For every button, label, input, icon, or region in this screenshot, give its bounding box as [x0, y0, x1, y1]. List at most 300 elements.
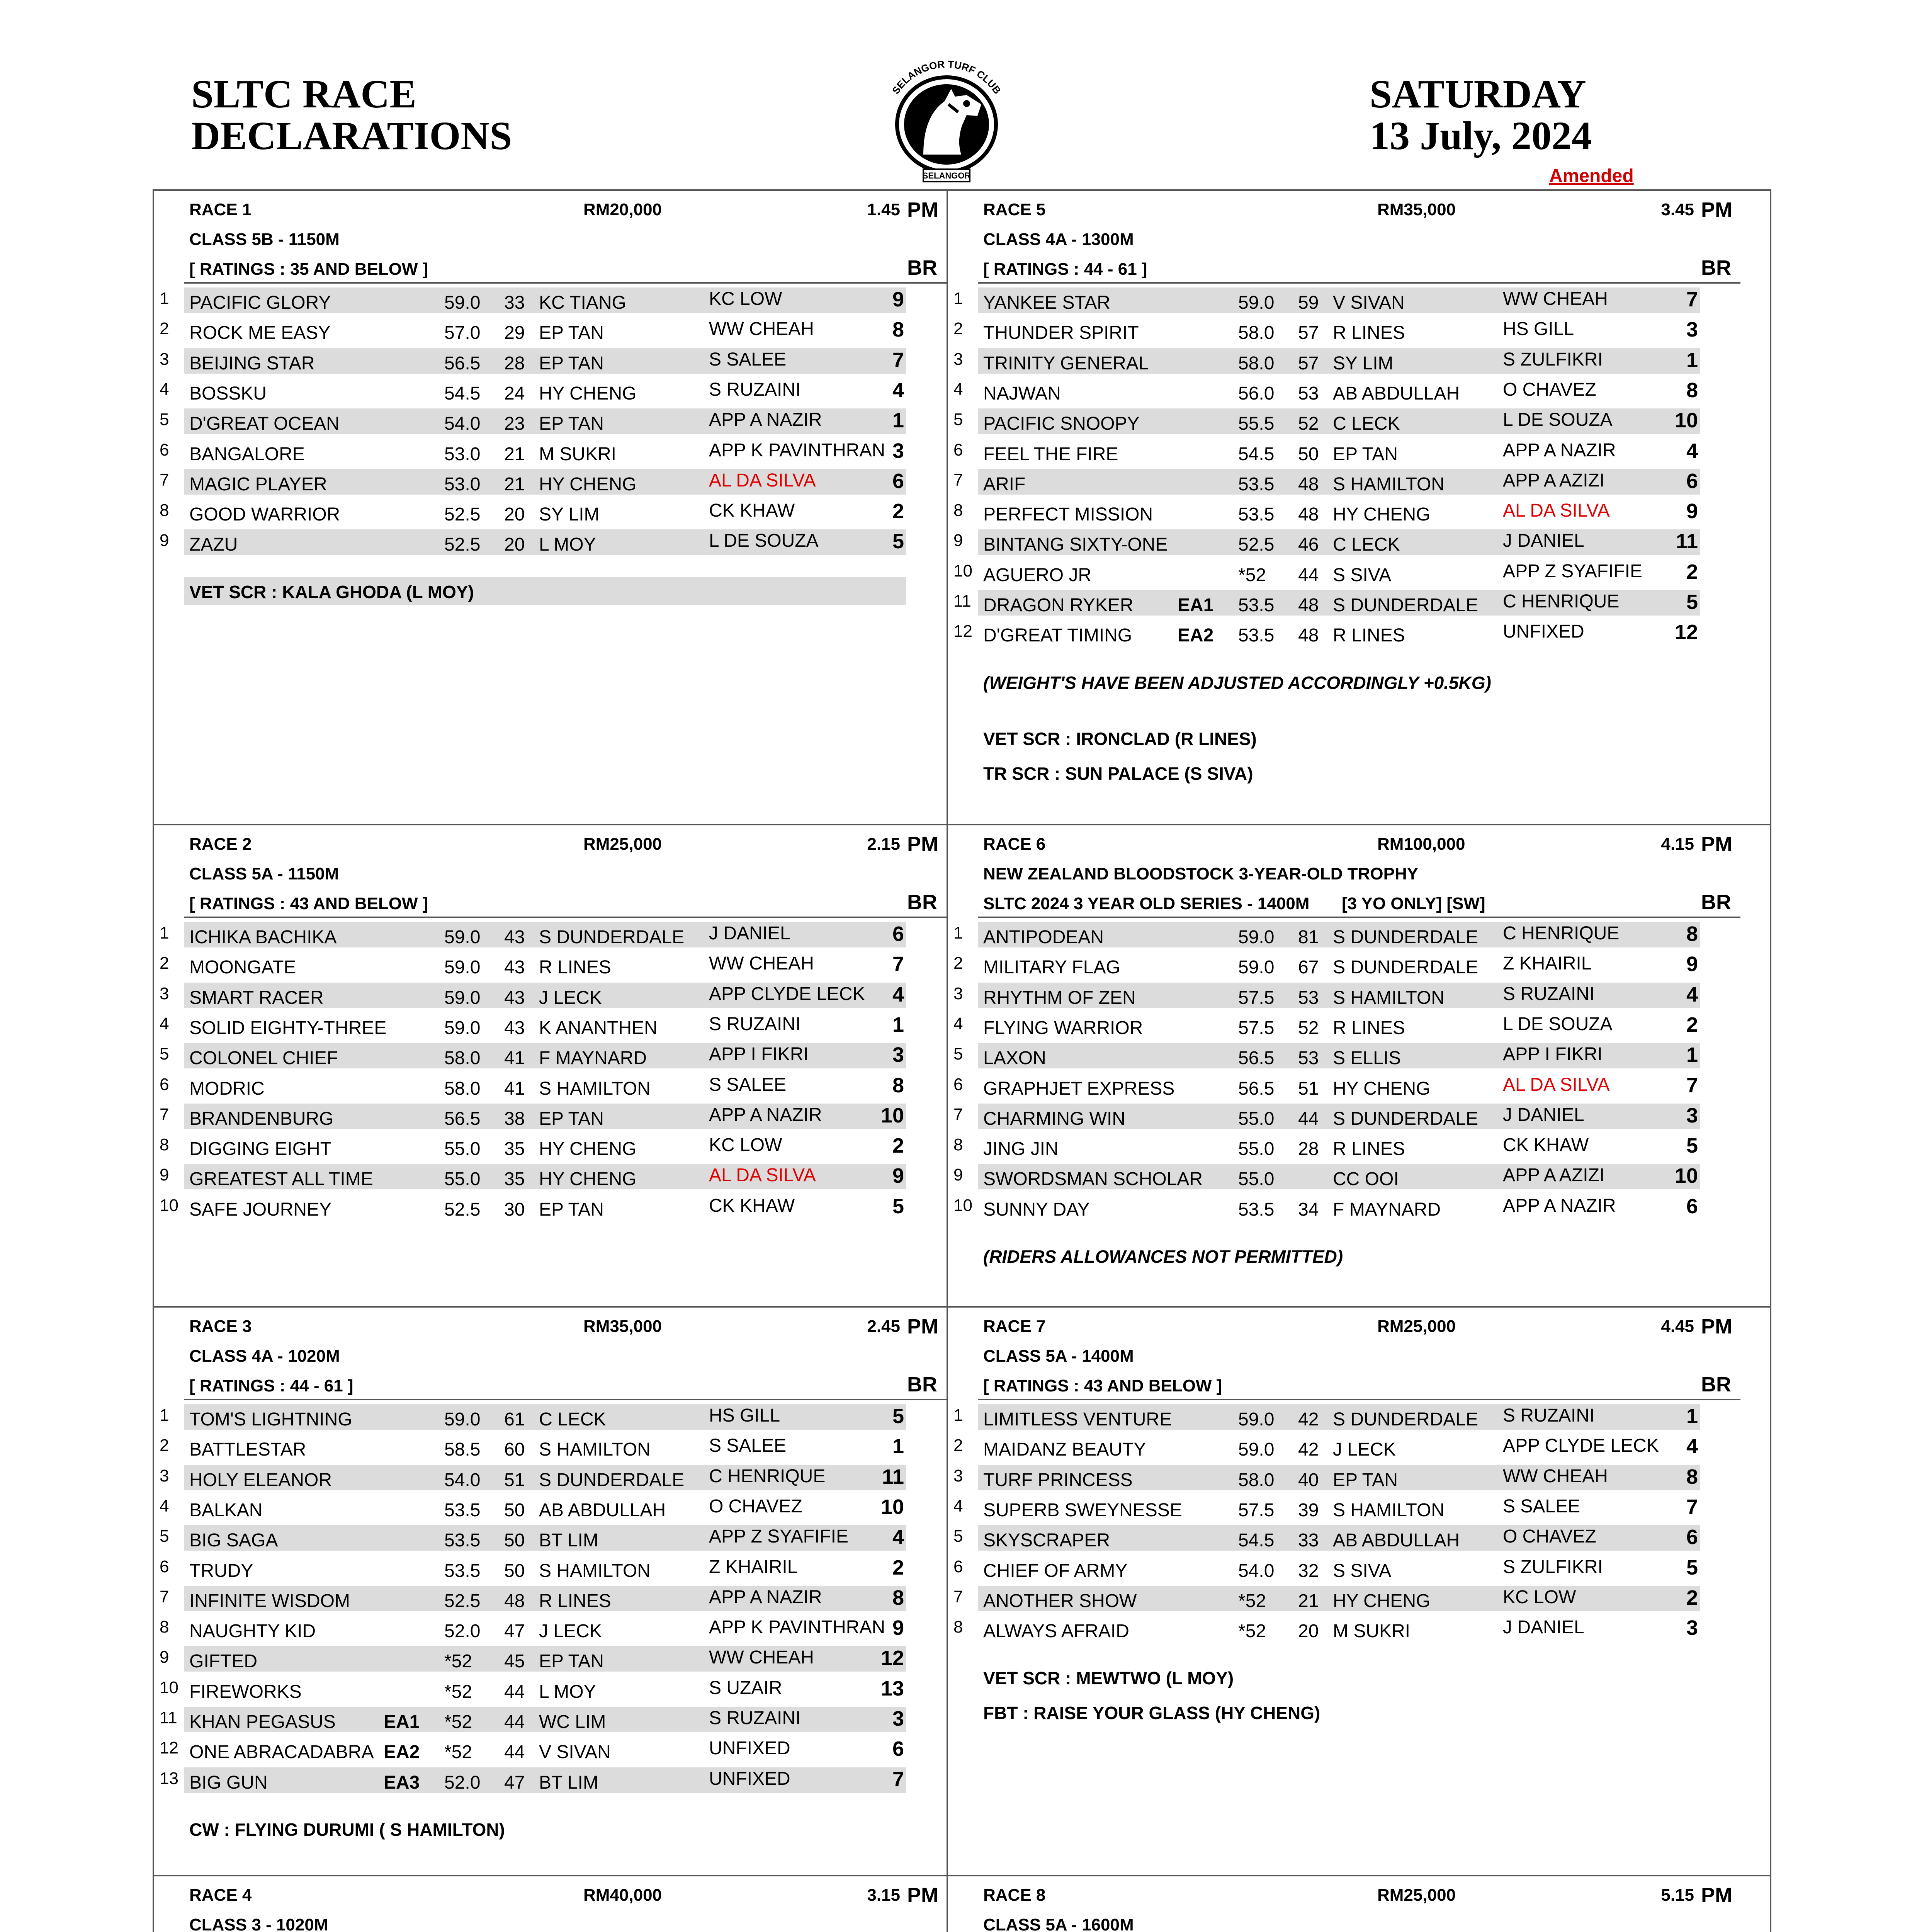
- handicap-weight: *52: [444, 1651, 472, 1672]
- race-ratings: [ RATINGS : 44 - 61 ]: [983, 260, 1147, 279]
- barrier-draw: 6: [1686, 1194, 1698, 1218]
- runner-number: 2: [953, 954, 963, 973]
- handicap-weight: 59.0: [1238, 927, 1275, 947]
- horse-name: BANGALORE: [189, 444, 305, 464]
- runner-row: [947, 619, 1740, 646]
- horse-rating: 33: [504, 293, 525, 313]
- horse-name: BIG SAGA: [189, 1530, 278, 1551]
- horse-name: BOSSKU: [189, 383, 267, 404]
- race-prize: RM20,000: [583, 200, 662, 219]
- race-note: VET SCR : IRONCLAD (R LINES): [983, 728, 1257, 749]
- horse-rating: 48: [504, 1590, 525, 1611]
- race-time-pm: PM: [1701, 1884, 1732, 1907]
- horse-rating: 21: [1298, 1590, 1319, 1611]
- horse-rating: 41: [504, 1078, 525, 1099]
- trainer-name: APP A NAZIR: [709, 410, 822, 430]
- runner-number: 3: [953, 1466, 963, 1485]
- runner-number: 1: [160, 289, 169, 308]
- handicap-weight: 59.0: [444, 957, 481, 978]
- race-prize: RM100,000: [1377, 835, 1465, 854]
- horse-name: RHYTHM OF ZEN: [983, 987, 1136, 1008]
- horse-name: SAFE JOURNEY: [189, 1199, 332, 1220]
- jockey-name: C LECK: [1333, 534, 1400, 555]
- horse-name: GREATEST ALL TIME: [189, 1169, 373, 1190]
- race-prize: RM35,000: [1377, 200, 1456, 219]
- race-time-pm: PM: [1701, 198, 1732, 221]
- horse-rating: 43: [504, 957, 525, 978]
- horse-name: HOLY ELEANOR: [189, 1469, 332, 1490]
- runner-row: [153, 1735, 947, 1763]
- horse-rating: 30: [504, 1199, 525, 1220]
- runner-row: [153, 377, 947, 405]
- runner-row: [947, 377, 1740, 405]
- jockey-name: J LECK: [1333, 1439, 1396, 1460]
- horse-name: ANTIPODEAN: [983, 927, 1104, 947]
- handicap-weight: 59.0: [444, 927, 481, 947]
- runner-number: 5: [953, 410, 963, 429]
- jockey-name: S SIVA: [1333, 1560, 1392, 1581]
- runner-row: [153, 920, 947, 948]
- race-restriction: [3 YO ONLY] [SW]: [1342, 894, 1485, 913]
- handicap-weight: 52.0: [444, 1621, 481, 1642]
- horse-rating: 48: [1298, 504, 1319, 525]
- barrier-draw: 8: [1686, 922, 1698, 946]
- jockey-name: S HAMILTON: [539, 1439, 651, 1460]
- handicap-weight: 55.0: [1238, 1169, 1275, 1190]
- race-number: RACE 5: [983, 200, 1046, 219]
- barrier-header: BR: [1701, 891, 1731, 914]
- horse-rating: 59: [1298, 293, 1319, 313]
- runner-number: 13: [160, 1769, 178, 1788]
- horse-name: TRINITY GENERAL: [983, 353, 1149, 374]
- jockey-name: V SIVAN: [539, 1742, 611, 1763]
- horse-name: BRANDENBURG: [189, 1108, 334, 1129]
- runner-number: 6: [953, 1075, 963, 1094]
- runner-row: [153, 528, 947, 556]
- trainer-name: AL DA SILVA: [709, 470, 816, 491]
- horse-rating: 48: [1298, 595, 1319, 616]
- horse-name: ANOTHER SHOW: [983, 1590, 1137, 1611]
- trainer-name: AL DA SILVA: [1503, 500, 1610, 521]
- race-time-pm: PM: [907, 198, 938, 221]
- runner-number: 12: [953, 622, 972, 641]
- handicap-weight: 56.5: [1238, 1078, 1275, 1099]
- jockey-name: HY CHENG: [1333, 1078, 1431, 1099]
- runner-row: [153, 1614, 947, 1642]
- runner-row: [153, 1645, 947, 1672]
- runner-number: 5: [953, 1527, 963, 1546]
- jockey-name: M SUKRI: [539, 444, 617, 464]
- race-time: 4.45: [1661, 1317, 1694, 1336]
- jockey-name: S HAMILTON: [539, 1560, 651, 1581]
- runner-number: 6: [953, 1557, 963, 1576]
- horse-name: BEIJING STAR: [189, 353, 315, 374]
- emergency-acceptor: EA1: [384, 1712, 420, 1732]
- barrier-draw: 6: [892, 1737, 904, 1761]
- barrier-draw: 5: [892, 1194, 904, 1218]
- horse-rating: 53: [1298, 383, 1319, 404]
- race-note: VET SCR : MEWTWO (L MOY): [983, 1668, 1234, 1689]
- horse-name: SUNNY DAY: [983, 1199, 1090, 1220]
- horse-name: CHARMING WIN: [983, 1108, 1125, 1129]
- trainer-name: S RUZAINI: [709, 1014, 801, 1034]
- horse-name: PERFECT MISSION: [983, 504, 1153, 525]
- jockey-name: AB ABDULLAH: [539, 1500, 666, 1520]
- horse-rating: 61: [504, 1409, 525, 1430]
- trainer-name: AL DA SILVA: [709, 1165, 816, 1186]
- jockey-name: S DUNDERDALE: [539, 927, 685, 947]
- jockey-name: R LINES: [1333, 625, 1405, 646]
- race-class: CLASS 3 - 1020M: [189, 1915, 328, 1932]
- horse-name: SWORDSMAN SCHOLAR: [983, 1169, 1203, 1190]
- header-underline: [184, 1399, 947, 1400]
- runner-row: [947, 1102, 1740, 1130]
- horse-rating: 53: [1298, 1048, 1319, 1069]
- trainer-name: HS GILL: [1503, 319, 1574, 340]
- barrier-draw: 5: [892, 1405, 904, 1428]
- horse-name: AGUERO JR: [983, 565, 1092, 585]
- horse-rating: 44: [504, 1681, 525, 1702]
- logo-arc-text: SELANGOR TURF CLUB: [890, 58, 1003, 96]
- trainer-name: APP A NAZIR: [709, 1104, 822, 1125]
- horse-rating: 21: [504, 474, 525, 495]
- barrier-draw: 4: [892, 983, 904, 1006]
- jockey-name: S DUNDERDALE: [1333, 927, 1479, 947]
- emergency-acceptor: EA2: [384, 1742, 420, 1763]
- handicap-weight: 59.0: [444, 293, 481, 313]
- barrier-draw: 8: [892, 1073, 904, 1097]
- title-line-1: SLTC RACE: [191, 72, 416, 116]
- race-class: CLASS 5A - 1150M: [189, 864, 339, 883]
- jockey-name: S DUNDERDALE: [1333, 957, 1479, 978]
- runner-number: 4: [953, 1014, 963, 1033]
- jockey-name: SY LIM: [1333, 353, 1394, 374]
- handicap-weight: 53.5: [1238, 595, 1275, 616]
- runner-number: 3: [953, 349, 963, 369]
- handicap-weight: 53.5: [1238, 625, 1275, 646]
- race-date: [1370, 73, 1592, 157]
- trainer-name: CK KHAW: [709, 500, 795, 521]
- runner-number: 2: [953, 1436, 963, 1455]
- handicap-weight: *52: [444, 1712, 472, 1732]
- trainer-name: S SALEE: [1503, 1496, 1581, 1517]
- barrier-draw: 4: [892, 1526, 904, 1549]
- horse-rating: 50: [504, 1530, 525, 1551]
- horse-rating: 52: [1298, 1017, 1319, 1038]
- race-time: 3.15: [867, 1886, 900, 1905]
- runner-row: [153, 1554, 947, 1582]
- runner-number: 11: [160, 1708, 177, 1727]
- horse-rating: 67: [1298, 957, 1319, 978]
- horse-rating: 34: [1298, 1199, 1319, 1220]
- trainer-name: S SALEE: [709, 349, 787, 370]
- jockey-name: J LECK: [539, 1621, 602, 1642]
- runner-row: [947, 1072, 1740, 1100]
- trainer-name: APP CLYDE LECK: [709, 983, 865, 1004]
- amended-label: Amended: [1549, 166, 1634, 186]
- jockey-name: S ELLIS: [1333, 1048, 1401, 1069]
- barrier-draw: 2: [1686, 1586, 1698, 1609]
- runner-row: [153, 1705, 947, 1733]
- horse-rating: 29: [504, 323, 525, 344]
- horse-name: CHIEF OF ARMY: [983, 1560, 1128, 1581]
- barrier-draw: 9: [892, 1616, 904, 1640]
- race-time-pm: PM: [1701, 833, 1732, 856]
- runner-row: [153, 1493, 947, 1521]
- runner-number: 3: [160, 1466, 169, 1485]
- runner-row: [153, 1011, 947, 1039]
- trainer-name: O CHAVEZ: [709, 1496, 802, 1517]
- runner-number: 9: [160, 1648, 169, 1667]
- race-ratings: SLTC 2024 3 YEAR OLD SERIES - 1400M: [983, 894, 1310, 913]
- runner-number: 5: [160, 1527, 169, 1546]
- runner-number: 3: [953, 984, 963, 1003]
- runner-row: [153, 286, 947, 314]
- handicap-weight: 57.5: [1238, 1500, 1275, 1520]
- handicap-weight: 56.5: [1238, 1048, 1275, 1069]
- runner-number: 2: [160, 1436, 169, 1455]
- trainer-name: WW CHEAH: [1503, 1466, 1608, 1486]
- runner-number: 7: [160, 1105, 169, 1124]
- barrier-draw: 10: [880, 1495, 904, 1519]
- barrier-draw: 7: [1686, 1073, 1698, 1097]
- horse-rating: 23: [504, 413, 525, 434]
- horse-rating: 41: [504, 1048, 525, 1069]
- jockey-name: HY CHENG: [539, 383, 637, 404]
- runner-number: 12: [160, 1738, 178, 1758]
- trainer-name: CK KHAW: [709, 1195, 795, 1216]
- jockey-name: HY CHENG: [539, 1139, 637, 1160]
- handicap-weight: 54.5: [1238, 444, 1275, 464]
- horse-name: BATTLESTAR: [189, 1439, 306, 1460]
- runner-row: [947, 920, 1740, 948]
- horse-name: GIFTED: [189, 1651, 257, 1672]
- jockey-name: EP TAN: [1333, 1469, 1398, 1490]
- runner-number: 8: [953, 1135, 963, 1155]
- trainer-name: J DANIEL: [1503, 531, 1584, 551]
- horse-rating: 51: [504, 1469, 525, 1490]
- selangor-turf-club-logo: [865, 58, 1028, 185]
- horse-rating: 33: [1298, 1530, 1319, 1551]
- jockey-name: HY CHENG: [539, 1169, 637, 1190]
- horse-rating: 40: [1298, 1469, 1319, 1490]
- trainer-name: APP I FIKRI: [709, 1044, 809, 1065]
- jockey-name: CC OOI: [1333, 1169, 1399, 1190]
- barrier-draw: 1: [1686, 348, 1698, 372]
- race-note: FBT : RAISE YOUR GLASS (HY CHENG): [983, 1703, 1320, 1723]
- runner-number: 10: [953, 561, 972, 580]
- barrier-draw: 13: [880, 1677, 904, 1700]
- runner-row: [947, 498, 1740, 526]
- horse-name: TURF PRINCESS: [983, 1469, 1133, 1490]
- runner-row: [153, 1102, 947, 1130]
- runner-number: 8: [953, 1617, 963, 1637]
- title-line-2: DECLARATIONS: [191, 114, 512, 158]
- barrier-draw: 3: [1686, 1616, 1698, 1640]
- horse-rating: 44: [504, 1712, 525, 1732]
- jockey-name: J LECK: [539, 987, 602, 1008]
- runner-number: 7: [160, 1587, 169, 1606]
- horse-rating: 39: [1298, 1500, 1319, 1520]
- runner-row: [153, 347, 947, 374]
- header-underline: [184, 282, 947, 284]
- trainer-name: S ZULFIKRI: [1503, 349, 1603, 370]
- runner-number: 7: [160, 470, 169, 490]
- barrier-draw: 7: [1686, 288, 1698, 311]
- barrier-draw: 5: [1686, 590, 1698, 614]
- horse-name: FEEL THE FIRE: [983, 444, 1118, 464]
- barrier-draw: 7: [892, 952, 904, 976]
- runner-row: [947, 1524, 1740, 1551]
- runner-number: 7: [953, 470, 963, 490]
- runner-number: 4: [160, 1496, 169, 1515]
- jockey-name: BT LIM: [539, 1772, 598, 1793]
- header-underline: [978, 282, 1740, 284]
- trainer-name: APP Z SYAFIFIE: [709, 1526, 848, 1547]
- horse-name: PACIFIC GLORY: [189, 293, 331, 313]
- runner-row: [947, 407, 1740, 435]
- horse-name: ZAZU: [189, 534, 238, 555]
- runner-row: [947, 588, 1740, 616]
- horse-rating: 32: [1298, 1560, 1319, 1581]
- barrier-draw: 5: [1686, 1556, 1698, 1579]
- runner-number: 3: [160, 984, 169, 1003]
- runner-number: 6: [160, 1557, 169, 1576]
- runner-number: 4: [160, 1014, 169, 1033]
- horse-rating: 60: [504, 1439, 525, 1460]
- race-class: CLASS 5A - 1600M: [983, 1915, 1134, 1932]
- handicap-weight: 58.0: [444, 1048, 481, 1069]
- race-number: RACE 3: [189, 1317, 252, 1336]
- horse-rating: 51: [1298, 1078, 1319, 1099]
- barrier-draw: 12: [880, 1646, 904, 1670]
- horse-rating: 42: [1298, 1439, 1319, 1460]
- barrier-draw: 7: [892, 1767, 904, 1791]
- horse-name: SKYSCRAPER: [983, 1530, 1110, 1551]
- trainer-name: Z KHAIRIL: [709, 1556, 798, 1577]
- horse-name: TOM'S LIGHTNING: [189, 1409, 352, 1430]
- horse-rating: 20: [504, 534, 525, 555]
- runner-row: [947, 1162, 1740, 1190]
- runner-row: [153, 498, 947, 526]
- jockey-name: K ANANTHEN: [539, 1017, 658, 1038]
- runner-row: [153, 1675, 947, 1703]
- horse-name: MOONGATE: [189, 957, 296, 978]
- handicap-weight: 55.0: [444, 1169, 481, 1190]
- jockey-name: HY CHENG: [539, 474, 637, 495]
- trainer-name: O CHAVEZ: [1503, 379, 1596, 400]
- horse-rating: 47: [504, 1621, 525, 1642]
- runner-number: 9: [953, 531, 963, 550]
- trainer-name: L DE SOUZA: [709, 531, 819, 551]
- barrier-draw: 2: [1686, 560, 1698, 583]
- handicap-weight: 55.5: [1238, 413, 1275, 434]
- runner-row: [947, 1132, 1740, 1160]
- trainer-name: S UZAIR: [709, 1677, 782, 1698]
- runner-row: [947, 437, 1740, 465]
- handicap-weight: 52.5: [444, 1199, 481, 1220]
- jockey-name: AB ABDULLAH: [1333, 383, 1460, 404]
- barrier-draw: 1: [892, 1013, 904, 1036]
- trainer-name: UNFIXED: [709, 1768, 790, 1789]
- runner-number: 5: [160, 1044, 169, 1064]
- horse-name: TRUDY: [189, 1560, 253, 1581]
- jockey-name: R LINES: [1333, 1017, 1405, 1038]
- horse-rating: 44: [1298, 1108, 1319, 1129]
- barrier-draw: 1: [892, 1435, 904, 1458]
- horse-name: PACIFIC SNOOPY: [983, 413, 1140, 434]
- horse-rating: 42: [1298, 1409, 1319, 1430]
- race-prize: RM35,000: [583, 1317, 662, 1336]
- runner-number: 1: [160, 1406, 169, 1425]
- handicap-weight: 52.5: [444, 1590, 481, 1611]
- jockey-name: WC LIM: [539, 1712, 606, 1732]
- horse-rating: 44: [1298, 565, 1319, 585]
- horse-rating: 57: [1298, 353, 1319, 374]
- runner-row: [947, 1011, 1740, 1039]
- logo-bottom-text: SELANGOR: [922, 171, 971, 180]
- barrier-draw: 4: [892, 378, 904, 402]
- barrier-draw: 10: [1674, 1164, 1698, 1188]
- runner-row: [947, 1584, 1740, 1612]
- horse-name: DIGGING EIGHT: [189, 1139, 332, 1160]
- race-note: (WEIGHT'S HAVE BEEN ADJUSTED ACCORDINGLY +0.5KG): [983, 672, 1491, 693]
- handicap-weight: 59.0: [444, 987, 481, 1008]
- horse-name: INFINITE WISDOM: [189, 1590, 350, 1611]
- handicap-weight: 53.5: [444, 1500, 481, 1520]
- handicap-weight: 59.0: [1238, 293, 1275, 313]
- trainer-name: S RUZAINI: [1503, 983, 1595, 1004]
- race-number: RACE 6: [983, 835, 1046, 854]
- horse-name: BIG GUN: [189, 1772, 268, 1793]
- horse-rating: 50: [1298, 444, 1319, 464]
- handicap-weight: 53.0: [444, 444, 481, 464]
- horse-rating: 28: [1298, 1139, 1319, 1160]
- trainer-name: S RUZAINI: [709, 379, 801, 400]
- handicap-weight: 55.0: [1238, 1108, 1275, 1129]
- horse-name: FLYING WARRIOR: [983, 1017, 1143, 1038]
- runner-row: [947, 286, 1740, 314]
- race-day: SATURDAY: [1370, 72, 1586, 116]
- runner-row: [947, 528, 1740, 556]
- horse-rating: 50: [504, 1500, 525, 1520]
- barrier-draw: 8: [892, 1586, 904, 1609]
- runner-number: 2: [160, 954, 169, 973]
- barrier-draw: 12: [1674, 621, 1698, 644]
- runner-number: 9: [160, 1165, 169, 1185]
- runner-row: [947, 981, 1740, 1009]
- row-divider: [153, 1306, 1771, 1308]
- horse-rating: 35: [504, 1169, 525, 1190]
- trainer-name: C HENRIQUE: [1503, 591, 1620, 612]
- race-number: RACE 4: [189, 1886, 252, 1905]
- jockey-name: EP TAN: [539, 1199, 604, 1220]
- horse-rating: 81: [1298, 927, 1319, 947]
- barrier-draw: 1: [892, 409, 904, 432]
- handicap-weight: 54.0: [1238, 1560, 1275, 1581]
- barrier-draw: 2: [892, 1134, 904, 1158]
- horse-name: ONE ABRACADABRA: [189, 1742, 374, 1763]
- trainer-name: S RUZAINI: [709, 1708, 801, 1728]
- trainer-name: KC LOW: [1503, 1587, 1576, 1607]
- runner-row: [153, 1463, 947, 1491]
- horse-rating: 43: [504, 987, 525, 1008]
- trainer-name: CK KHAW: [1503, 1135, 1589, 1156]
- jockey-name: S DUNDERDALE: [539, 1469, 685, 1490]
- barrier-draw: 4: [1686, 983, 1698, 1006]
- horse-rating: 48: [1298, 625, 1319, 646]
- barrier-draw: 7: [892, 348, 904, 372]
